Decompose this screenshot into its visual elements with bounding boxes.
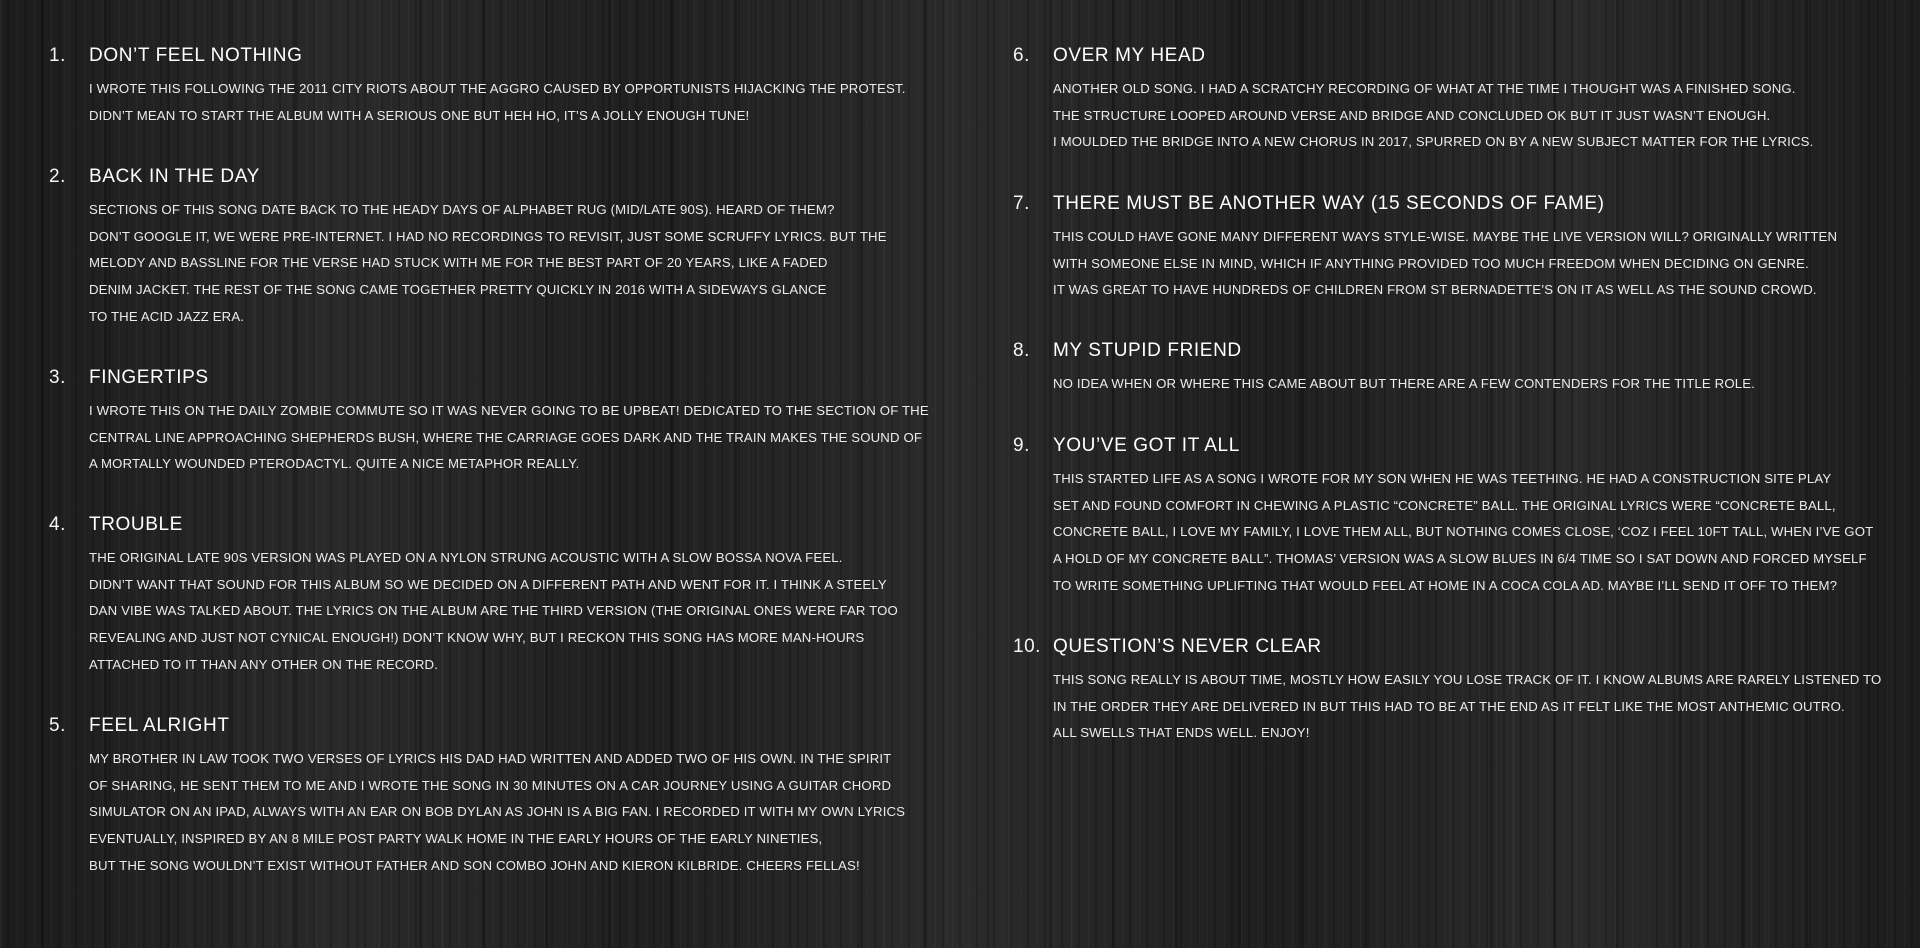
track-note-line: IT WAS GREAT TO HAVE HUNDREDS OF CHILDREN FROM ST BERNADETTE’S ON IT AS WELL AS THE SOUND CROWD.: [1053, 282, 1817, 298]
track-note-line: DAN VIBE WAS TALKED ABOUT. THE LYRICS ON THE ALBUM ARE THE THIRD VERSION (THE ORIGINAL ONES WERE FAR TOO: [89, 603, 898, 619]
track-entry: [1013, 634, 1881, 747]
track-note-line: ATTACHED TO IT THAN ANY OTHER ON THE RECORD.: [89, 656, 439, 672]
track-entry: [1013, 191, 1837, 304]
track-title: DON’T FEEL NOTHING: [89, 45, 303, 66]
track-note-line: A MORTALLY WOUNDED PTERODACTYL. QUITE A NICE METAPHOR REALLY.: [89, 456, 580, 472]
track-note-line: I WROTE THIS ON THE DAILY ZOMBIE COMMUTE SO IT WAS NEVER GOING TO BE UPBEAT! DEDICATED TO THE SECTION OF THE: [89, 403, 929, 418]
track-entry: [49, 512, 898, 679]
track-entry: [49, 164, 887, 331]
track-notes: [1053, 466, 1873, 600]
track-note-line: DIDN’T MEAN TO START THE ALBUM WITH A SERIOUS ONE BUT HEH HO, IT’S A JOLLY ENOUGH TUNE!: [89, 107, 750, 123]
track-note-line: MY BROTHER IN LAW TOOK TWO VERSES OF LYRICS HIS DAD HAD WRITTEN AND ADDED TWO OF HIS OWN. IN THE SPIRIT: [89, 751, 892, 766]
track-notes: [1053, 224, 1837, 304]
track-number: 4.: [49, 514, 66, 535]
track-number: 2.: [49, 166, 66, 187]
track-note-line: CENTRAL LINE APPROACHING SHEPHERDS BUSH, WHERE THE CARRIAGE GOES DARK AND THE TRAIN MAKES THE SOUND OF: [89, 429, 923, 445]
track-entry: [49, 43, 906, 129]
track-notes: [1053, 76, 1813, 156]
track-number: 9.: [1013, 435, 1030, 456]
track-notes: [89, 197, 887, 331]
track-number: 6.: [1013, 45, 1030, 66]
track-number: 10.: [1013, 636, 1041, 657]
track-title: FINGERTIPS: [89, 367, 209, 388]
track-note-line: DON’T GOOGLE IT, WE WERE PRE-INTERNET. I HAD NO RECORDINGS TO REVISIT, JUST SOME SCRUFFY LYRICS. BUT THE: [89, 228, 887, 244]
track-note-line: I MOULDED THE BRIDGE INTO A NEW CHORUS IN 2017, SPURRED ON BY A NEW SUBJECT MATTER FOR THE LYRICS.: [1053, 134, 1814, 150]
track-entry: [1013, 338, 1755, 398]
track-note-line: NO IDEA WHEN OR WHERE THIS CAME ABOUT BUT THERE ARE A FEW CONTENDERS FOR THE TITLE ROLE.: [1053, 376, 1755, 391]
track-note-line: THIS STARTED LIFE AS A SONG I WROTE FOR MY SON WHEN HE WAS TEETHING. HE HAD A CONSTRUCTION SITE PLAY: [1053, 471, 1832, 486]
track-title: QUESTION’S NEVER CLEAR: [1053, 636, 1322, 657]
track-note-line: ANOTHER OLD SONG. I HAD A SCRATCHY RECORDING OF WHAT AT THE TIME I THOUGHT WAS A FINISHED SONG.: [1053, 81, 1796, 96]
track-note-line: THIS COULD HAVE GONE MANY DIFFERENT WAYS STYLE-WISE. MAYBE THE LIVE VERSION WILL? ORIGINALLY WRITTEN: [1053, 229, 1838, 244]
track-note-line: DENIM JACKET. THE REST OF THE SONG CAME TOGETHER PRETTY QUICKLY IN 2016 WITH A SIDEWAYS GLANCE: [89, 282, 827, 298]
track-note-line: TO WRITE SOMETHING UPLIFTING THAT WOULD FEEL AT HOME IN A COCA COLA AD. MAYBE I’LL SEND IT OFF TO THEM?: [1053, 577, 1838, 593]
track-number: 7.: [1013, 193, 1030, 214]
track-note-line: SIMULATOR ON AN IPAD, ALWAYS WITH AN EAR ON BOB DYLAN AS JOHN IS A BIG FAN. I RECORDED IT WITH MY OWN LYRICS: [89, 804, 906, 820]
track-notes: [1053, 667, 1881, 747]
track-note-line: I WROTE THIS FOLLOWING THE 2011 CITY RIOTS ABOUT THE AGGRO CAUSED BY OPPORTUNISTS HIJACKING THE PROTEST.: [89, 81, 906, 96]
track-number: 3.: [49, 367, 66, 388]
track-note-line: THE ORIGINAL LATE 90S VERSION WAS PLAYED ON A NYLON STRUNG ACOUSTIC WITH A SLOW BOSSA NOVA FEEL.: [89, 550, 843, 565]
track-note-line: BUT THE SONG WOULDN’T EXIST WITHOUT FATHER AND SON COMBO JOHN AND KIERON KILBRIDE. CHEERS FELLAS!: [89, 857, 860, 873]
track-notes: [1053, 371, 1755, 398]
track-note-line: REVEALING AND JUST NOT CYNICAL ENOUGH!) DON’T KNOW WHY, BUT I RECKON THIS SONG HAS MORE MAN-HOURS: [89, 630, 865, 646]
track-notes: [89, 545, 898, 679]
track-entry: [49, 713, 905, 880]
track-note-line: WITH SOMEONE ELSE IN MIND, WHICH IF ANYTHING PROVIDED TOO MUCH FREEDOM WHEN DECIDING ON GENRE.: [1053, 255, 1809, 271]
track-number: 1.: [49, 45, 66, 66]
track-title: FEEL ALRIGHT: [89, 715, 230, 736]
track-title: THERE MUST BE ANOTHER WAY (15 SECONDS OF FAME): [1053, 193, 1605, 214]
track-notes: [89, 398, 929, 478]
track-entry: [1013, 43, 1813, 156]
track-note-line: CONCRETE BALL, I LOVE MY FAMILY, I LOVE THEM ALL, BUT NOTHING COMES CLOSE, ‘COZ I FEEL 10FT TALL, WHEN I’VE GOT: [1053, 524, 1874, 540]
track-notes: [89, 746, 905, 880]
track-title: TROUBLE: [89, 514, 183, 535]
track-note-line: SECTIONS OF THIS SONG DATE BACK TO THE HEADY DAYS OF ALPHABET RUG (MID/LATE 90S). HEARD OF THEM?: [89, 202, 835, 217]
track-notes: [89, 76, 906, 129]
track-title: BACK IN THE DAY: [89, 166, 260, 187]
track-note-line: IN THE ORDER THEY ARE DELIVERED IN BUT THIS HAD TO BE AT THE END AS IT FELT LIKE THE MOST ANTHEMIC OUTRO.: [1053, 698, 1845, 714]
track-entry: [1013, 433, 1873, 600]
track-note-line: THIS SONG REALLY IS ABOUT TIME, MOSTLY HOW EASILY YOU LOSE TRACK OF IT. I KNOW ALBUMS ARE RARELY LISTENED TO: [1053, 672, 1882, 687]
track-number: 8.: [1013, 340, 1030, 361]
track-note-line: EVENTUALLY, INSPIRED BY AN 8 MILE POST PARTY WALK HOME IN THE EARLY HOURS OF THE EARLY NINETIES,: [89, 831, 823, 847]
track-number: 5.: [49, 715, 66, 736]
track-note-line: THE STRUCTURE LOOPED AROUND VERSE AND BRIDGE AND CONCLUDED OK BUT IT JUST WASN’T ENOUGH.: [1053, 107, 1771, 123]
track-note-line: ALL SWELLS THAT ENDS WELL. ENJOY!: [1053, 725, 1310, 741]
track-title: OVER MY HEAD: [1053, 45, 1206, 66]
track-note-line: DIDN’T WANT THAT SOUND FOR THIS ALBUM SO WE DECIDED ON A DIFFERENT PATH AND WENT FOR IT. I THINK A STEELY: [89, 576, 887, 592]
track-title: YOU’VE GOT IT ALL: [1053, 435, 1240, 456]
track-note-line: MELODY AND BASSLINE FOR THE VERSE HAD STUCK WITH ME FOR THE BEST PART OF 20 YEARS, LIKE A FADED: [89, 255, 828, 271]
track-title: MY STUPID FRIEND: [1053, 340, 1242, 361]
track-note-line: OF SHARING, HE SENT THEM TO ME AND I WROTE THE SONG IN 30 MINUTES ON A CAR JOURNEY USING A GUITAR CHORD: [89, 777, 892, 793]
track-note-line: SET AND FOUND COMFORT IN CHEWING A PLASTIC “CONCRETE” BALL. THE ORIGINAL LYRICS WERE “CONCRETE BALL,: [1053, 497, 1836, 513]
track-note-line: A HOLD OF MY CONCRETE BALL”. THOMAS’ VERSION WAS A SLOW BLUES IN 6/4 TIME SO I SAT DOWN AND FORCED MYSELF: [1053, 551, 1867, 567]
track-note-line: TO THE ACID JAZZ ERA.: [89, 308, 245, 324]
track-entry: [49, 365, 929, 478]
